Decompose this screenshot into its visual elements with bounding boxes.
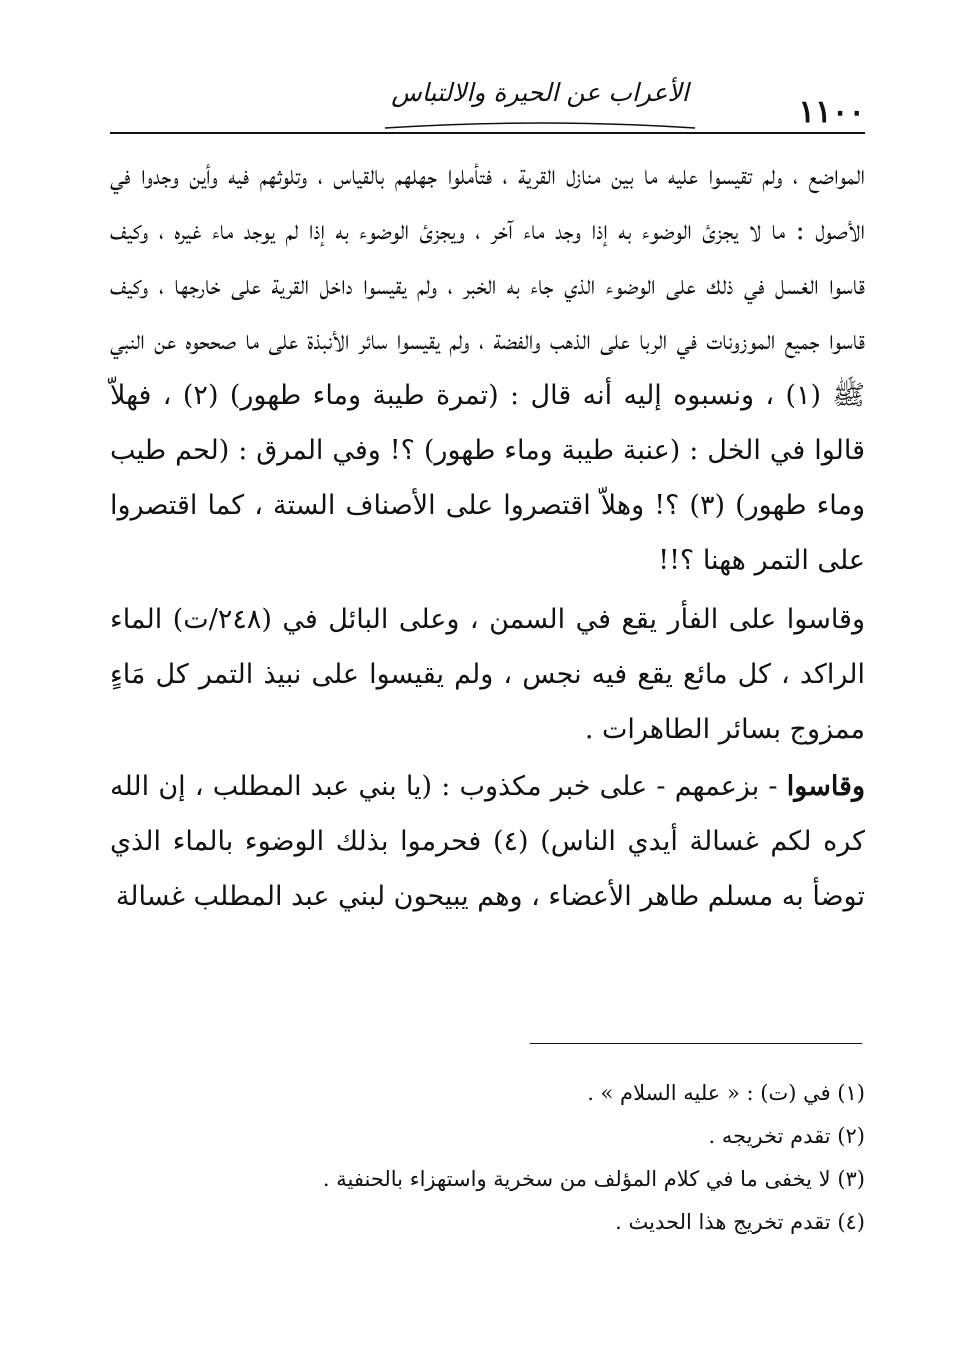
paragraph bbox=[110, 759, 865, 924]
paragraph-text: - بزعمهم - على خبر مكذوب : (يا بني عبد المطلب ، إن الله كره لكم غسالة أيدي الناس) (٤) فحرموا بذلك الوضوء بالماء الذي توضأ به مسلم طاهر الأعضاء ، وهم يبيحون لبني عبد المطلب غسالة bbox=[110, 771, 865, 912]
page-header bbox=[110, 78, 865, 132]
paragraph: المواضع ، ولم تقيسوا عليه ما بين منازل القرية ، فتأملوا جهلهم بالقياس ، وتلوثهم فيه وأين وجدوا في الأصول : ما لا يجزئ الوضوء به إذا وجد ماء آخر ، ويجزئ الوضوء به إذا لم يوجد ماء غيره ، وكيف قاسوا الغسل في ذلك على الوضوء الذي جاء به الخبر ، ولم يقيسوا داخل القرية على خارجها ، وكيف قاسوا جميع الموزونات في الربا على الذهب والفضة ، ولم يقيسوا سائر الأنبذة على ما صححوه عن النبي ﷺ (١) ، ونسبوه إليه أنه قال : (تمرة طيبة وماء طهور) (٢) ، فهلاّ قالوا في الخل : (عنبة طيبة وماء طهور) ؟! وفي المرق : (لحم طيب وماء طهور) (٣) ؟! وهلاّ اقتصروا على الأصناف الستة ، كما اقتصروا على التمر ههنا ؟!! bbox=[110, 160, 865, 576]
page-number: ١١٠٠ bbox=[798, 94, 865, 130]
paragraph: وقاسوا على الفأر يقع في السمن ، وعلى البائل في (٢٤٨/ت) الماء الراكد ، كل مائع يقع فيه نجس ، ولم يقيسوا على نبيذ التمر كل مَاءٍ ممزوج بسائر الطاهرات . bbox=[110, 604, 865, 745]
footnote: (١) في (ت) : « عليه السلام » . bbox=[587, 1081, 865, 1105]
footnote-divider bbox=[530, 1043, 862, 1044]
main-text bbox=[110, 148, 865, 924]
header-rule bbox=[110, 132, 865, 134]
running-title: الأعراب عن الحيرة والالتباس bbox=[391, 78, 689, 107]
footnote: (٣) لا يخفى ما في كلام المؤلف من سخرية واستهزاء بالحنفية . bbox=[322, 1167, 865, 1191]
footnote: (٢) تقدم تخريجه . bbox=[708, 1124, 865, 1148]
title-ornament bbox=[380, 120, 700, 130]
footnotes bbox=[110, 1072, 865, 1244]
footnote: (٤) تقدم تخريج هذا الحديث . bbox=[615, 1210, 865, 1234]
paragraph-lead-word: وقاسوا bbox=[786, 771, 865, 802]
